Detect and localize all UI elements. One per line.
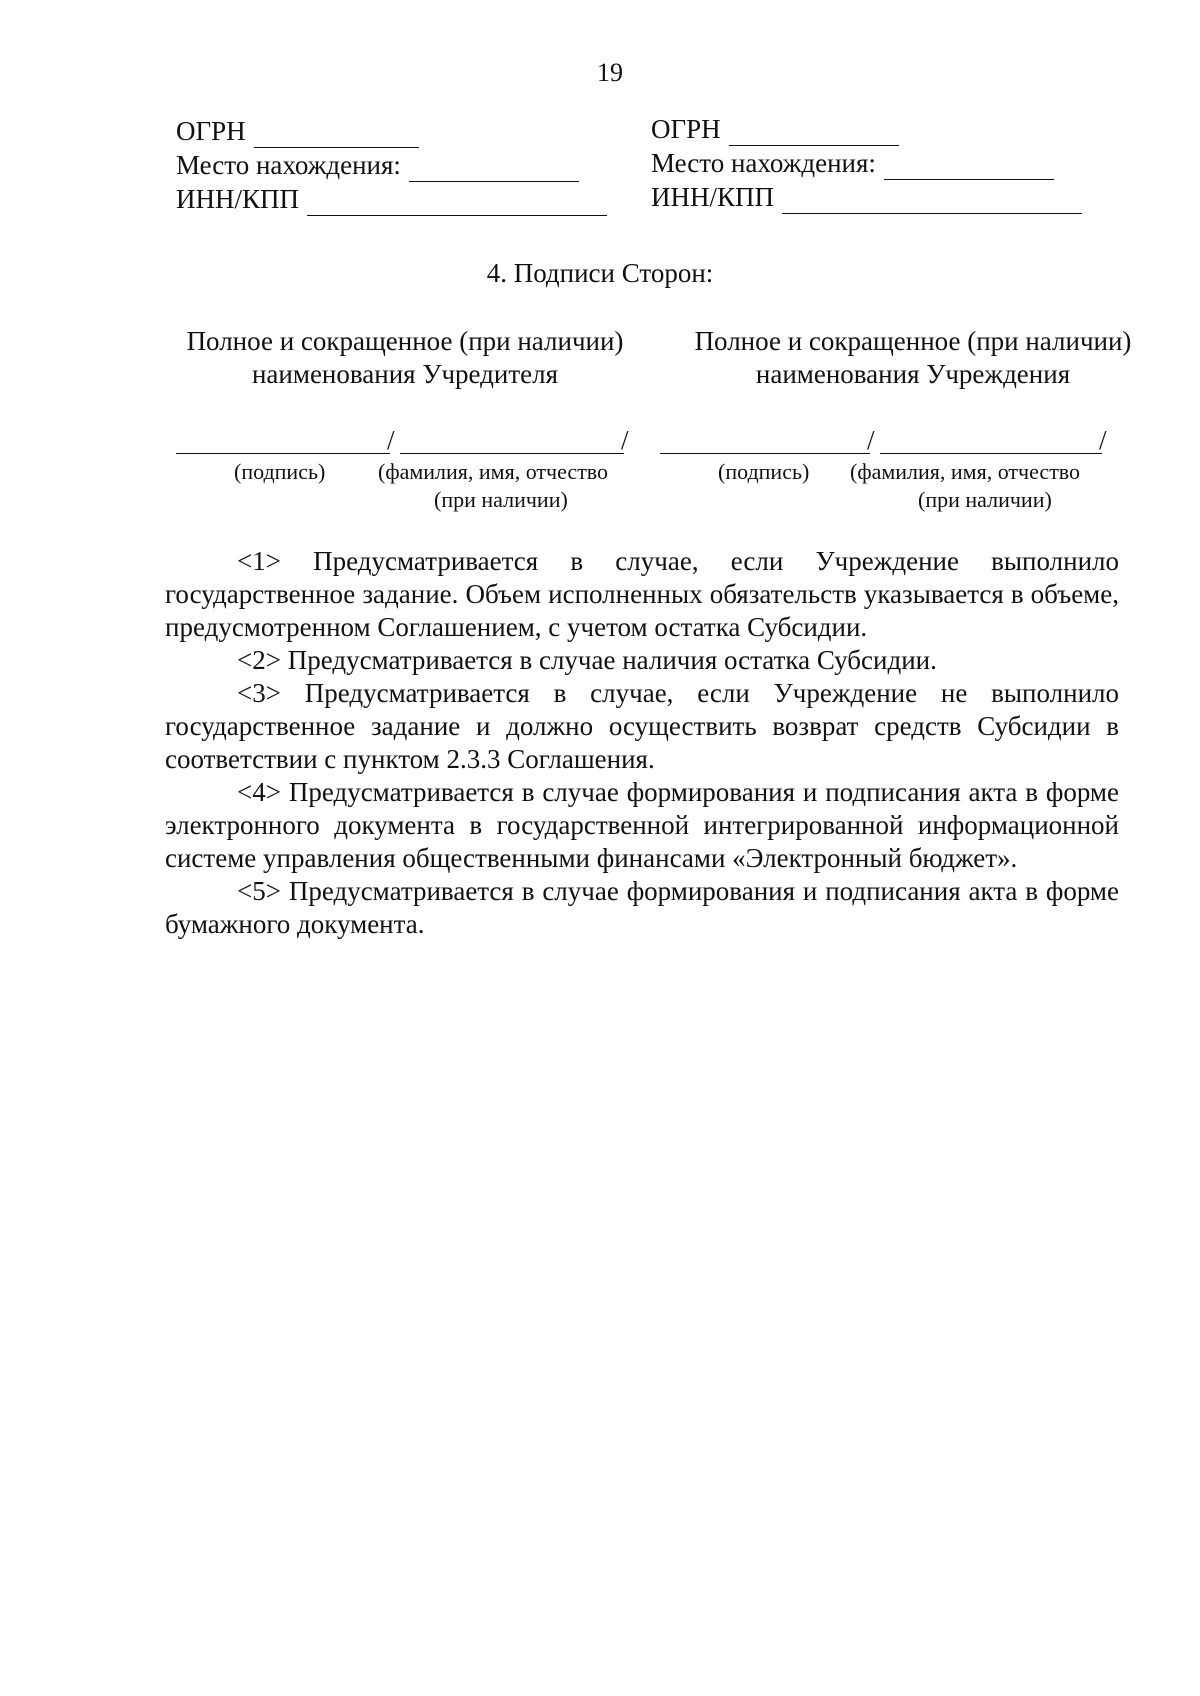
founder-signature-slash: / xyxy=(387,425,395,455)
founder-ogrn-row xyxy=(176,114,607,148)
institution-ogrn-label: ОГРН xyxy=(651,114,721,144)
founder-signature-caption: (подпись) xyxy=(234,459,326,484)
footnote-3: <3> Предусматривается в случае, если Учреждение не выполнило государственное задание и должно осуществить возврат средств Субсидии в соответствии с пунктом 2.3.3 Соглашения. xyxy=(165,678,1119,774)
founder-location-row xyxy=(176,148,607,182)
institution-location-row xyxy=(651,146,1082,180)
founder-fullname-line xyxy=(400,452,624,454)
institution-inn-label: ИНН/КПП xyxy=(651,182,775,212)
institution-signature-line xyxy=(660,452,870,454)
institution-inn-row xyxy=(651,180,1082,214)
footnote-2: <2> Предусматривается в случае наличия остатка Субсидии. xyxy=(237,645,937,675)
institution-inn-blank xyxy=(782,187,1082,214)
institution-ogrn-blank xyxy=(729,119,899,146)
institution-location-blank xyxy=(884,153,1054,180)
institution-signature-slash: / xyxy=(867,425,875,455)
founder-name-caption: Полное и сокращенное (при наличии) наименования Учредителя xyxy=(186,326,624,389)
footnote-1: <1> Предусматривается в случае, если Учреждение выполнило государственное задание. Объем исполненных обязательств указывается в объеме, предусмотренном Соглашением, с учетом остатка Субсидии. xyxy=(165,546,1119,642)
footnote-4: <4> Предусматривается в случае формирования и подписания акта в форме электронного документа в государственной интегрированной информационной системе управления общественными финансами «Электронный бюджет». xyxy=(165,777,1119,873)
institution-fullname-line xyxy=(880,452,1102,454)
footnotes xyxy=(165,545,1119,941)
founder-fullname-slash: / xyxy=(621,425,629,455)
founder-fullname-caption-note: (при наличии) xyxy=(434,487,568,512)
founder-inn-row xyxy=(176,182,607,216)
institution-requisites xyxy=(651,112,1082,214)
founder-fullname-caption: (фамилия, имя, отчество xyxy=(378,459,609,484)
institution-signature-caption: (подпись) xyxy=(718,459,810,484)
founder-location-label: Место нахождения: xyxy=(176,150,401,180)
footnote-5: <5> Предусматривается в случае формирования и подписания акта в форме бумажного документа. xyxy=(165,876,1119,939)
founder-inn-label: ИНН/КПП xyxy=(176,184,300,214)
institution-fullname-caption-note: (при наличии) xyxy=(918,487,1052,512)
founder-signature-line xyxy=(176,452,390,454)
founder-requisites xyxy=(176,114,607,216)
institution-name-caption: Полное и сокращенное (при наличии) наименования Учреждения xyxy=(694,326,1132,389)
institution-ogrn-row xyxy=(651,112,1082,146)
page-number: 19 xyxy=(597,58,623,87)
founder-ogrn-label: ОГРН xyxy=(176,116,246,146)
founder-ogrn-blank xyxy=(254,121,419,148)
founder-location-blank xyxy=(409,155,579,182)
section-title: 4. Подписи Сторон: xyxy=(486,258,714,288)
institution-fullname-slash: / xyxy=(1099,425,1107,455)
founder-inn-blank xyxy=(307,189,607,216)
institution-location-label: Место нахождения: xyxy=(651,148,876,178)
institution-fullname-caption: (фамилия, имя, отчество xyxy=(850,459,1081,484)
